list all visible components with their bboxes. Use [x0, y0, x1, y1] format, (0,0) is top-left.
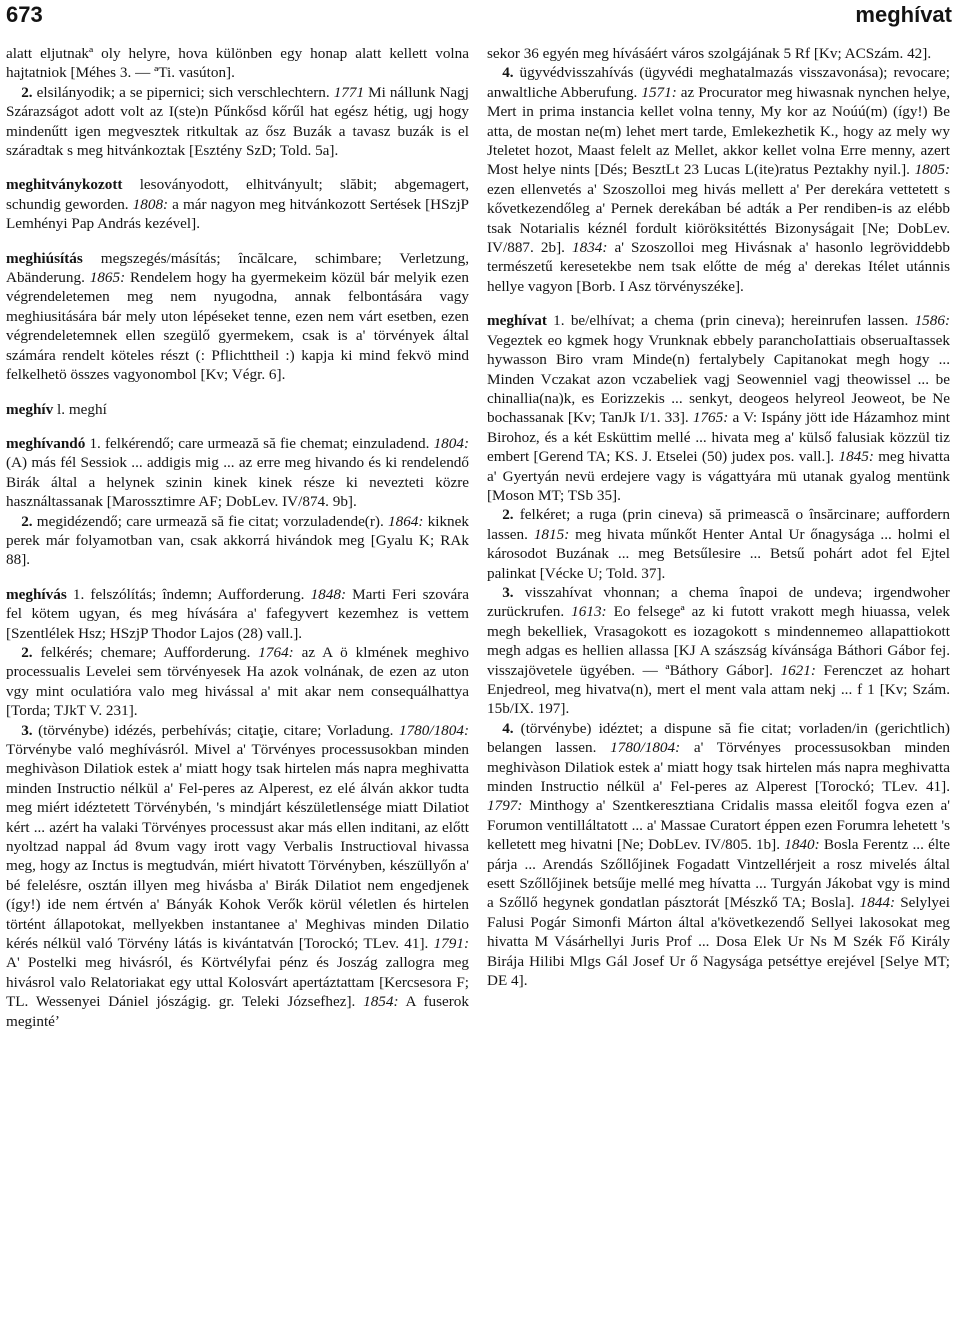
citation: A' Postelki meg hivásról, és Körtvélyfai pénz és Joszág zallogra meg hivásrol valo Relatoriakat egy uttal Kolosvárt apertáztattam [Kercsesora F; TL. Wessenyei Dániel jószágig. gr. Teleki Józsefhez]. [6, 954, 469, 1011]
sense-number: 2. [6, 512, 33, 530]
headword: meghívás [6, 585, 67, 603]
citation-year: 1864: [388, 512, 424, 530]
citation: Bosla Ferentz ... élte párja ... Arendás Szőllőjinek Fogadatt Vintzellérjeit a rosz mivelés által esett Szőllőjinek betsűje mellé meg hívatta ... Turgyán Jákobat vgy is mind a Szőllő hegynek gondatlan pásztorát [Mészkő TA; Bosla]. [487, 836, 951, 912]
headword: meghiúsítás [6, 249, 83, 267]
citation: ezen ellenvetés a' Szoszolloi meg hivás mellett a' Per derekára vettetett s kővetkezendőleg a' Pernek derekában bé adták a Per rendiben-is az elébb tsak Notarialis kéznél fordult kiöröksitéttés Bizonyságait [Ne; DobLev. IV/887. 2b]. [487, 180, 950, 257]
sense-definition: visszahívat vhonnan; a chema înapoi de undeva; irgendwoher zurückrufen. [487, 583, 950, 621]
citation-year: 1834: [572, 239, 608, 257]
citation-year: 1845: [838, 448, 874, 466]
citation-year: 1771 [333, 83, 365, 101]
dictionary-entry [6, 175, 469, 233]
citation: Mi nállunk Nagj Szárazságot adott volt az I(ste)n Pűnkősd kőrűl hat egész hétig, ugj hogy mindenűtt igen megvesztek ritkultak az ősz Buzák a tavasz buzák is el száradtak s meg hitvánkoztak [Eszténу SzD; Told. 5a]. [6, 83, 469, 160]
citation: kiknek perek már folyamotban van, csak akkorrá hivándok meg [Gyalu K; RAk 88]. [6, 512, 469, 569]
sense-definition: (törvénybe) idézés, perbehívás; citaţie, citare; Vorladung. [32, 721, 399, 739]
citation-year: 1791: [433, 935, 469, 953]
citation: Minthogy a' Szentkeresztiana Cridalis massa eleitől fogva ezen a' Forumon ventilláltatott ... a' Massae Curatort éppen ezen Forumra lehetett 's kelletett meg hivatni [Ne; DobLev. IV/805. 1b]. [487, 797, 950, 854]
citation: A fuserok megintéʼ [6, 993, 469, 1030]
citation-year: 1571: [641, 83, 677, 101]
entry-text [6, 400, 469, 419]
citation: a' Törvényes processusokban minden meghivàson Dilatiok estek a' miatt hogy tsak hirtelen más napra meghivatta minden Instructio nélkül a' Fel-peres az Alperest [Torockó; TLev. 41]. [487, 739, 951, 796]
headword: meghív [6, 400, 54, 418]
headword: meghívat [487, 312, 547, 330]
citation-year: 1805: [914, 161, 950, 179]
citation: az A ö klmének meghivo processualis Levelei sem törvényesek Ha azok volnának, de ezen az uton vgy mint oculatióra valo meg hivással a' mit akar nem consequálhattya [Torda; TJkT V. 231]. [6, 643, 470, 720]
citation-year: 1780/1804: [610, 739, 681, 757]
sense-number: 2. [487, 506, 514, 524]
citation-year: 1797: [487, 797, 523, 815]
entry-text [6, 434, 469, 570]
citation: a' Szoszolloi meg Hivásnak a' hasonlo legröviddebb természetű keresetekbe nem tsak előtte de még a' derekas Itélet utánnis hellye vagyon [Borb. I Asz törvényszéke]. [487, 239, 950, 295]
citation-year: 1815: [533, 525, 570, 543]
citation: Vegeztek eo kgmek hogy Vrunknak ebbely paranchoIattiais obseruaItassek hywasson Biro vram Minde(n) fertalybely Capitanokat megh hogy ... Minden Vczakat azon vczabeliek vagj Seowenniel vagj theowissel ... be chinallia(na)k, es Eorizzekis ... senkyt, deogeos helyreol Jeoweot, be Ne bochassanak [Kv; TanJk I/1. 33]. [487, 331, 950, 427]
citation-year: 1865: [89, 269, 126, 287]
left-column [6, 44, 469, 1046]
citation-year: 1840: [784, 836, 820, 854]
dictionary-entry [6, 585, 469, 1031]
citation-year: 1780/1804: [398, 721, 469, 739]
running-title: meghívat [855, 2, 952, 27]
sense-number: 2. [6, 83, 33, 101]
sense-number: 2. [6, 643, 33, 661]
citation: Törvénybe való meghívásról. Mivel a' Törvényes processusokban minden meghivàson Dilatiok estek a' miatt hogy tsak hirtelen más napra meghivatta minden Instructio nélkül a' Fel-peres az Alperest, ez elé álván akkor tudta meg miért idéztetett Törvénybén, 's mindjárt készületlensége miatt Dilatiot kért ... azért ha valaki Törvényes processust akar más ellen inditani, az előtt nyoltzad nappal ád 8vum vagy irott vagy Verbalis Instructioval hivassa meg, hogy az Inctus is megtudván, miért hivatott Törvényben, készüllyőn a' bé felelésre, osztán illyen meg hivásba a' Birák Dilatiot nem engedjenek (így!) ide nem értvén a' Bányák Kohok Verők körül véletlen és hirtelen történt állapotokat, mellyekben instantanee a' Meghivas minden Dilatio kérés nélkül való Törvény látás is kivántatván [Torockó; TLev. 41]. [6, 741, 469, 953]
citation-year: 1854: [363, 993, 399, 1011]
entry-fragment: ª oly helyre, hova különben egy honap alatt kellett volna hajtatniok [Méhes 3. — [6, 45, 469, 82]
page-number: 673 [6, 2, 43, 27]
headword: meghitványkozott [6, 176, 123, 194]
citation: Marti Feri szovára fel kötem ugyan, és meg hívására a' fafegyvert kezemhez is vettem [Szentlélek Hsz; HSzjP Thodor Lajos (28) vall.]. [6, 585, 469, 642]
sense-number: 3. [487, 583, 514, 601]
sense-definition: (törvénybe) idéztet; a dispune să fie citat; vorladen/in (gerichtlich) belangen lassen. [487, 719, 950, 757]
sense-number: 4. [487, 719, 514, 737]
citation-year: 1586: [914, 312, 950, 330]
sense-definition: megidézendő; care urmează să fie citat; vorzuladende(r). [32, 512, 388, 530]
dictionary-entry [6, 249, 469, 385]
citation: a már nagyon meg hitvánkozott Sertések [HSzjP Lemhényi Pap András kezével]. [6, 195, 469, 233]
sense-definition: felkérés; chemare; Aufforderung. [32, 643, 259, 661]
definition: l. meghí [53, 400, 107, 418]
definition: 1. felkérendő; care urmează să fie chemat; einzuladend. [85, 434, 434, 452]
citation: meg hivata műnkőt Henter Antal Ur őnagysága ... holmi el károsodot Buzának ... meg Betsűlesire ... Betsű pohárt adot fel Ejtel palinkat [Vécke U; Told. 37]. [487, 525, 950, 582]
dictionary-entry [6, 44, 469, 160]
citation-year: 1765: [692, 409, 729, 427]
entry-text [487, 311, 950, 990]
dictionary-entry [487, 311, 950, 990]
citation-year: 1804: [433, 434, 469, 452]
sense-definition: felkéret; a ruga (prin cineva) să primească o însărcinare; auffordern lassen. [487, 506, 950, 543]
sense-number: 4. [487, 64, 514, 82]
citation-year: 1848: [310, 585, 346, 603]
citation: Selylyei Falusi Pogár Simonfi Márton által a'következendő Sellyei lakosokat meg hivatta M Vásárhellyi Juris Prof ... Dosa Elek Ur Ns M Szék Fő Király Birája Hilibi Mlgs Gál Josef Ur ő Nagysága petséttye erejével [Selye MT; DE 4]. [487, 894, 950, 990]
page-header [6, 2, 952, 30]
citation: (A) más fél Sessiok ... addigis mig ... az erre meg hivando és ki rendelendő Birák által a helynek szinin kinek kinek része ki nevezteti közre használtassanak [Marossztimre AF; DobLev. IV/874. 9b]. [6, 454, 469, 511]
definition: sekor 36 egyén meg hívásáért város szolgájának 5 Rf [Kv; ACSzám. 42]. [487, 45, 932, 62]
definition: 1. be/elhívat; a chema (prin cineva); hereinrufen lassen. [546, 312, 915, 330]
entry-fragment: alatt eljutnak [6, 45, 90, 62]
citation-year: 1808: [132, 195, 169, 213]
citation-year: 1621: [780, 661, 816, 679]
definition: megszegés/másítás; încălcare, schimbare; Verletzung, Abänderung. [6, 249, 469, 287]
entry-text [6, 175, 469, 233]
dictionary-entry [6, 400, 469, 419]
sense-definition: ügyvédvisszahívás (ügyvédi meghatalmazás visszavonása); revocare; anwaltliche Abberufung. [487, 64, 950, 101]
dictionary-entry [487, 44, 950, 296]
citation: Eo felsegeª az ki futott vrakott megh hiuassa, velek megh bekelliek, Vrasagokott es iozagokott s mindennemeo allapattiokott megh adgas es hellien allassa [KJ A szászság kívánsága Báthori Gábor fej. visszajövetele ügyében. — ªBáthory Gábor]. [487, 603, 951, 679]
citation: Ferenczet az hohart Enjedreol, meg hivatva(n), mert el ment vala attam nekj ... f 1 [Kv; Szám. 15b/IX. 197]. [487, 661, 950, 718]
citation-year: 1613: [571, 603, 607, 621]
columns [6, 44, 950, 1046]
citation: az Procurator meg hiwasnak nynchen helye, Mert in prima instancia kellet volna tenny, My kor az Noúú(m) (így!) Be atta, de mostan ne(m) lehet mert tarde, Emlekezhetik K., hogy az mely wy Jteletet hozot, Maast felelt az Mellet, akkor kellet volna Erre menny, azert Most helye nints [Dés; BesztLt 23 Lucas L(ite)ratus Peztakhy nyil.]. [487, 83, 950, 179]
sense-definition: elsilányodik; a se pipernici; sich verschlechtern. [32, 83, 334, 101]
entry-text [6, 44, 469, 160]
definition: 1. felszólítás; îndemn; Aufforderung. [66, 585, 311, 603]
citation: a V: Ispány jött ide Házamhoz mint Birohoz, és a két Esküttim mellé ... hivata meg a' külső falusiak közzül tiz embert [Gerend TA; KS. J. Etselei (50) judex pos. vall.]. [487, 409, 950, 466]
sense-number: 3. [6, 721, 33, 739]
citation: meg hivatta a' Gyertyán nevü erdejere vagy is vágattyára mü utanak gyalog mentünk [Moson MT; TSb 35]. [487, 448, 950, 504]
citation: Rendelem hogy ha gyermekeim közül bár melyik ezen végrendeletemen meg nem nyugodna, annak felbontására vagy meghiusitására bár mely uton lépéseket tenne, ezen nem várt esetben, ezen végrendeletemnek ellen szegülő gyermekem, csak is a' törvények által számára rendelt köteles részt (: Pflichttheil :) kapja ki mind fekvö mind felkelhetö összes vagyonombol [Kv; Végr. 6]. [6, 269, 469, 384]
headword: meghívandó [6, 434, 86, 452]
entry-text [6, 585, 469, 1031]
definition: lesoványodott, elhitványult; slăbit; abgemagert, schundig geworden. [6, 176, 469, 213]
citation-year: 1844: [859, 894, 896, 912]
citation-year: 1764: [258, 643, 294, 661]
entry-text [487, 44, 950, 296]
entry-fragment: ªTi. vasúton]. [154, 64, 235, 82]
dictionary-entry [6, 434, 469, 570]
right-column [487, 44, 950, 1046]
entry-text [6, 249, 469, 385]
